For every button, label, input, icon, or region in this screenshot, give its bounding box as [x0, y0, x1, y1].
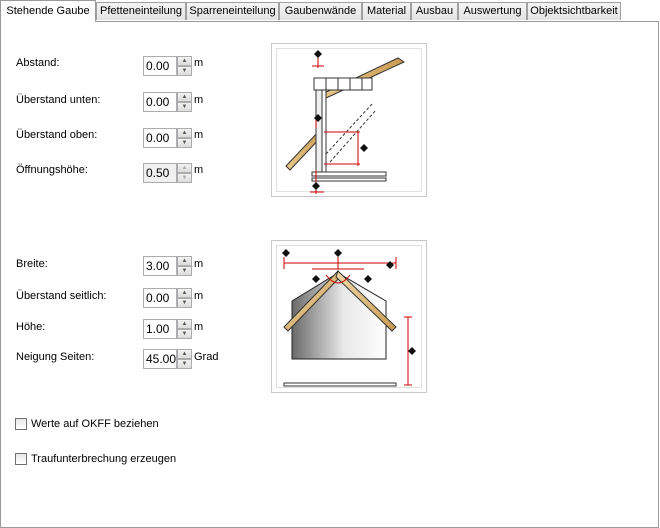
neigung-seiten-unit: Grad [194, 351, 219, 363]
spin-up-icon[interactable]: ▲ [177, 128, 192, 138]
ueberstand-seitlich-label: Überstand seitlich: [16, 290, 107, 302]
spin-up-icon[interactable]: ▲ [177, 288, 192, 298]
oeffnungshoehe-spinner [143, 163, 192, 183]
ueberstand-oben-unit: m [194, 129, 204, 141]
ueberstand-oben-label: Überstand oben: [16, 129, 98, 141]
oeffnungshoehe-label: Öffnungshöhe: [16, 164, 88, 176]
tab-ausbau[interactable]: Ausbau [411, 2, 458, 20]
neigung-seiten-label: Neigung Seiten: [16, 351, 95, 363]
abstand-label: Abstand: [16, 57, 60, 69]
dormer-section-drawing [272, 44, 428, 198]
tab-bar [0, 0, 660, 22]
spin-down-icon[interactable]: ▼ [177, 138, 192, 148]
spin-up-icon[interactable]: ▲ [177, 349, 192, 359]
tab-pfetteneinteilung[interactable]: Pfetteneinteilung [96, 2, 186, 20]
hoehe-spinner[interactable] [143, 319, 192, 339]
tab-sparreneinteilung[interactable]: Sparreneinteilung [186, 2, 279, 20]
breite-label: Breite: [16, 258, 48, 270]
spin-up-icon[interactable]: ▲ [177, 92, 192, 102]
dormer-front-diagram [271, 240, 427, 393]
ueberstand-unten-label: Überstand unten: [16, 94, 101, 106]
tab-material[interactable]: Material [362, 2, 411, 20]
traufunterbrechung-checkbox[interactable] [15, 453, 27, 465]
ueberstand-seitlich-unit: m [194, 290, 204, 302]
spin-up-icon: ▲ [177, 163, 192, 173]
okff-checkbox[interactable] [15, 418, 27, 430]
abstand-spinner[interactable] [143, 56, 192, 76]
oeffnungshoehe-input [143, 163, 177, 183]
spin-down-icon[interactable]: ▼ [177, 102, 192, 112]
spin-up-icon[interactable]: ▲ [177, 319, 192, 329]
spin-down-icon[interactable]: ▼ [177, 298, 192, 308]
spin-down-icon[interactable]: ▼ [177, 329, 192, 339]
okff-checkbox-label[interactable]: Werte auf OKFF beziehen [31, 418, 159, 430]
spin-down-icon: ▼ [177, 173, 192, 183]
ueberstand-oben-input[interactable] [143, 128, 177, 148]
tab-auswertung[interactable]: Auswertung [458, 2, 527, 20]
breite-input[interactable] [143, 256, 177, 276]
spin-down-icon[interactable]: ▼ [177, 266, 192, 276]
ueberstand-unten-input[interactable] [143, 92, 177, 112]
neigung-seiten-spinner[interactable] [143, 349, 192, 369]
tab-objektsichtbarkeit[interactable]: Objektsichtbarkeit [527, 2, 621, 20]
traufunterbrechung-checkbox-label[interactable]: Traufunterbrechung erzeugen [31, 453, 177, 465]
oeffnungshoehe-unit: m [194, 164, 204, 176]
abstand-unit: m [194, 57, 204, 69]
tab-gaubenwaende[interactable]: Gaubenwände [279, 2, 362, 20]
ueberstand-unten-spinner[interactable] [143, 92, 192, 112]
hoehe-label: Höhe: [16, 321, 46, 333]
tab-stehende-gaube[interactable]: Stehende Gaube [0, 0, 96, 22]
spin-up-icon[interactable]: ▲ [177, 56, 192, 66]
breite-spinner[interactable] [143, 256, 192, 276]
hoehe-input[interactable] [143, 319, 177, 339]
dormer-section-diagram [271, 43, 427, 197]
ueberstand-seitlich-input[interactable] [143, 288, 177, 308]
abstand-input[interactable] [143, 56, 177, 76]
spin-down-icon[interactable]: ▼ [177, 359, 192, 369]
ueberstand-oben-spinner[interactable] [143, 128, 192, 148]
ueberstand-seitlich-spinner[interactable] [143, 288, 192, 308]
dormer-front-drawing [272, 241, 428, 394]
hoehe-unit: m [194, 321, 204, 333]
neigung-seiten-input[interactable] [143, 349, 177, 369]
spin-down-icon[interactable]: ▼ [177, 66, 192, 76]
spin-up-icon[interactable]: ▲ [177, 256, 192, 266]
ueberstand-unten-unit: m [194, 94, 204, 106]
breite-unit: m [194, 258, 204, 270]
